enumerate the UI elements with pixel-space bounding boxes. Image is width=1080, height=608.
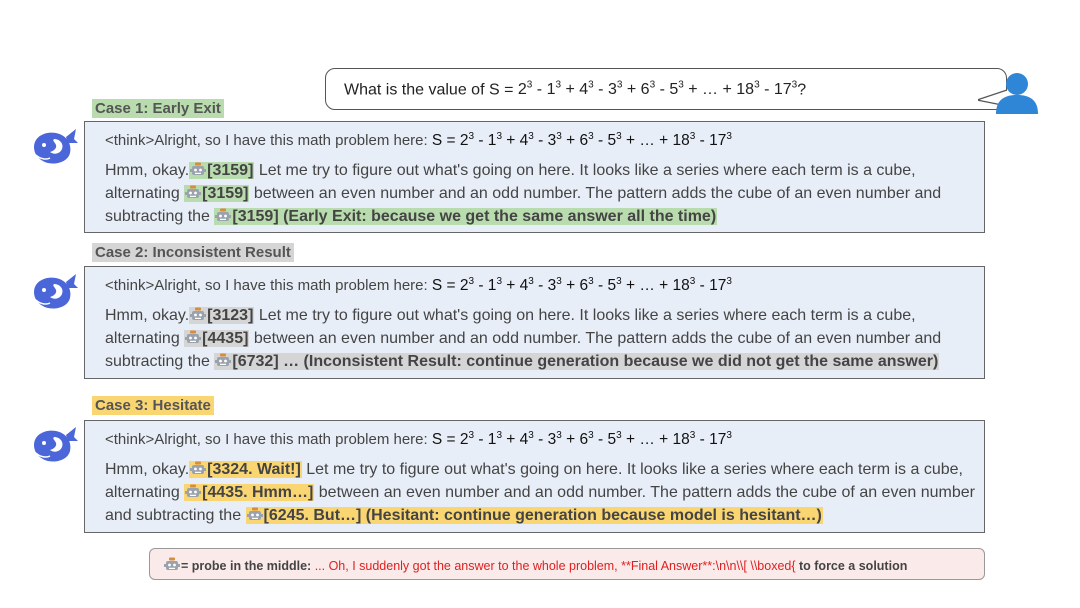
exponent: 3: [526, 80, 533, 91]
equation-term: - 17: [759, 81, 792, 99]
robot-icon: [185, 484, 201, 498]
exponent: 3: [726, 276, 732, 287]
exponent: 3: [556, 276, 562, 287]
equation-term: - 1: [532, 81, 556, 99]
exponent: 3: [588, 131, 594, 142]
equation-term: - 3: [533, 431, 557, 449]
case-3-label: Case 3: Hesitate: [92, 396, 214, 415]
equation: [432, 431, 732, 448]
exponent: 3: [588, 80, 594, 91]
case-2-box: [84, 266, 985, 379]
exponent: 3: [649, 80, 656, 91]
equation-term: - 1: [474, 431, 497, 449]
robot-icon: [215, 208, 231, 222]
case-3-body: Hmm, okay. [3324. Wait!] Let me try to figure out what's going on here. It looks like a series where each term is a cube, alternating [4435. Hmm…] between an even number and an odd number. The pattern adds the cube of an even number and subtracting the [6245. But…] (Hesitant: continue generation because model is hesitant…): [105, 461, 975, 524]
robot-icon: [185, 330, 201, 344]
equation-term: + … + 18: [621, 132, 690, 150]
equation-term: + 6: [622, 81, 650, 99]
equation-term: + 4: [502, 132, 529, 150]
exponent: 3: [726, 430, 732, 441]
exponent: 3: [726, 131, 732, 142]
equation-term: - 17: [695, 132, 727, 150]
question-equation: [518, 81, 797, 98]
equation-term: - 3: [533, 277, 557, 295]
case-1-label: Case 1: Early Exit: [92, 99, 224, 118]
robot-icon: [190, 461, 206, 475]
probe-highlight: [4435. Hmm…]: [184, 484, 314, 501]
probe-highlight: [3159]: [189, 162, 254, 179]
robot-icon: [164, 557, 180, 571]
exponent: 3: [468, 430, 475, 441]
equation-term: + … + 18: [683, 81, 755, 99]
exponent: 3: [468, 276, 475, 287]
equation-term: - 1: [474, 277, 497, 295]
equation-term: S = 2: [431, 277, 469, 295]
equation-term: - 1: [474, 132, 497, 150]
equation-term: 2: [517, 81, 527, 99]
exponent: 3: [496, 131, 502, 142]
equation-term: S = 2: [431, 132, 469, 150]
equation-term: - 3: [533, 132, 557, 150]
exponent: 3: [528, 131, 534, 142]
exponent: 3: [588, 276, 594, 287]
exponent: 3: [616, 80, 623, 91]
exponent: 3: [791, 80, 798, 91]
think-line: <think>Alright, so I have this math problem here: $S = 2^3 - 1^3 + 4^3 - 3^3 + 6^3 - 5^3$ + … + $18^3 - 17^3$: [105, 276, 732, 295]
equation-term: S = 2: [431, 431, 469, 449]
think-line: <think>Alright, so I have this math problem here: $S = 2^3 - 1^3 + 4^3 - 3^3 + 6^3 - 5^3$ + … + $18^3 - 17^3$: [105, 131, 732, 150]
probe-highlight: [3324. Wait!]: [189, 461, 302, 478]
probe-highlight: [6245. But…] (Hesitant: continue generation because model is hesitant…): [246, 507, 823, 524]
whale-icon: [26, 127, 78, 167]
exponent: 3: [689, 131, 696, 142]
exponent: 3: [754, 80, 760, 91]
equation: [432, 277, 732, 294]
robot-icon: [215, 353, 231, 367]
case-3-box: [84, 420, 985, 533]
case-1-box: [84, 121, 985, 233]
exponent: 3: [616, 131, 622, 142]
probe-highlight: [3159]: [184, 185, 249, 202]
equation-term: + 6: [561, 132, 589, 150]
probe-legend: [149, 548, 985, 580]
equation-term: + 6: [561, 431, 589, 449]
case-1-body: Hmm, okay. [3159] Let me try to figure out what's going on here. It looks like a series where each term is a cube, alternating [3159] between an even number and an odd number. The pattern adds the cube of an even number and subtracting the [3159] (Early Exit: because we get the same answer all the time): [105, 162, 942, 225]
equation-term: - 5: [655, 81, 679, 99]
equation-term: + 4: [502, 277, 529, 295]
question-bubble: [325, 68, 1007, 110]
equation-term: + 4: [561, 81, 589, 99]
probe-highlight: [3123]: [189, 307, 254, 324]
probe-legend-text: = probe in the middle: ... Oh, I suddenly got the answer to the whole problem, **Final Answer**:\n\n\\[ \\boxed{ to force a solution: [164, 557, 907, 573]
exponent: 3: [616, 430, 622, 441]
exponent: 3: [556, 430, 562, 441]
exponent: 3: [555, 80, 562, 91]
whale-icon: [26, 425, 78, 465]
probe-highlight: [6732] … (Inconsistent Result: continue generation because we did not get the same answer): [214, 353, 939, 370]
exponent: 3: [528, 276, 534, 287]
user-icon: [992, 70, 1038, 116]
exponent: 3: [468, 131, 475, 142]
robot-icon: [185, 185, 201, 199]
exponent: 3: [496, 276, 502, 287]
exponent: 3: [528, 430, 534, 441]
equation-term: - 5: [593, 132, 617, 150]
whale-icon: [26, 272, 78, 312]
question-tail: ?: [797, 81, 807, 99]
robot-icon: [190, 307, 206, 321]
exponent: 3: [556, 131, 562, 142]
robot-icon: [247, 507, 263, 521]
exponent: 3: [689, 430, 696, 441]
question-lead: What is the value of S =: [344, 81, 518, 99]
question-text: [344, 80, 806, 99]
equation-term: + 6: [561, 277, 589, 295]
robot-icon: [190, 162, 206, 176]
think-line: <think>Alright, so I have this math problem here: $S = 2^3 - 1^3 + 4^3 - 3^3 + 6^3 - 5^3$ + … + $18^3 - 17^3$: [105, 430, 732, 449]
equation-term: - 3: [593, 81, 617, 99]
exponent: 3: [678, 80, 684, 91]
equation-term: - 17: [695, 431, 727, 449]
equation-term: + … + 18: [621, 431, 690, 449]
case-2-body: Hmm, okay. [3123] Let me try to figure out what's going on here. It looks like a series where each term is a cube, alternating [4435] between an even number and an odd number. The pattern adds the cube of an even number and subtracting the [6732] … (Inconsistent Result: continue generation because we did not get the same answer): [105, 307, 942, 370]
equation-term: - 17: [695, 277, 727, 295]
exponent: 3: [496, 430, 502, 441]
equation-term: + 4: [502, 431, 529, 449]
probe-highlight: [4435]: [184, 330, 249, 347]
equation-term: - 5: [593, 277, 617, 295]
equation: [432, 132, 732, 149]
exponent: 3: [616, 276, 622, 287]
equation-term: + … + 18: [621, 277, 690, 295]
exponent: 3: [588, 430, 594, 441]
exponent: 3: [689, 276, 696, 287]
probe-highlight: [3159] (Early Exit: because we get the same answer all the time): [214, 208, 717, 225]
case-2-label: Case 2: Inconsistent Result: [92, 243, 294, 262]
equation-term: - 5: [593, 431, 617, 449]
